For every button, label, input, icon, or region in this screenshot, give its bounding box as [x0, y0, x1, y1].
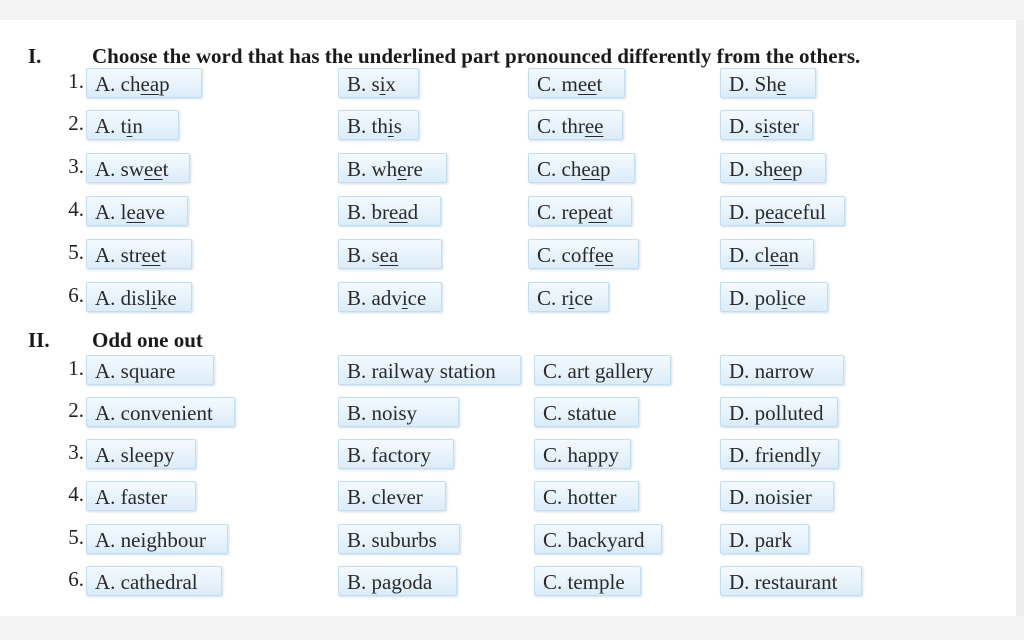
answer-option[interactable]: A. sleepy	[86, 439, 196, 469]
option-text: p	[159, 72, 170, 96]
option-text: t	[162, 157, 169, 181]
answer-option[interactable]: B. railway station	[338, 355, 521, 385]
option-text: t	[596, 72, 603, 96]
option-text: ce	[574, 286, 593, 310]
answer-option[interactable]	[86, 282, 192, 312]
answer-option[interactable]: D. park	[720, 524, 809, 554]
option-text: n	[788, 243, 799, 267]
answer-option[interactable]	[528, 110, 623, 140]
underlined-part: ee	[577, 72, 597, 96]
option-text: ce	[787, 286, 806, 310]
underlined-part: e	[397, 157, 407, 181]
option-text: A. t	[95, 114, 127, 138]
answer-option[interactable]: B. clever	[338, 481, 446, 511]
option-text: C. rep	[537, 200, 589, 224]
option-text: D. sh	[729, 157, 774, 181]
option-text: A. ch	[95, 72, 141, 96]
question-number: 5.	[68, 240, 84, 264]
answer-option[interactable]	[338, 239, 442, 269]
underlined-part: ea	[588, 200, 607, 224]
option-text: B. th	[347, 114, 388, 138]
option-text: x	[385, 72, 397, 96]
question-number: 2.	[68, 398, 84, 422]
answer-option[interactable]	[86, 110, 179, 140]
option-text: s	[393, 114, 402, 138]
answer-option[interactable]: A. square	[86, 355, 214, 385]
underlined-part: ea	[765, 200, 784, 224]
answer-option[interactable]	[720, 196, 845, 226]
option-text: D. cl	[729, 243, 770, 267]
option-text: D. p	[729, 200, 766, 224]
underlined-part: i	[401, 286, 408, 310]
option-text: ve	[145, 200, 165, 224]
option-text: C. coff	[537, 243, 595, 267]
option-text: d	[407, 200, 419, 224]
option-text: ceful	[783, 200, 826, 224]
underlined-part: ea	[389, 200, 408, 224]
answer-option[interactable]	[338, 196, 441, 226]
question-number: 4.	[68, 197, 84, 221]
underlined-part: ee	[144, 157, 163, 181]
answer-option[interactable]	[720, 68, 816, 98]
answer-option[interactable]	[338, 68, 419, 98]
answer-option[interactable]	[86, 196, 188, 226]
answer-option[interactable]	[338, 110, 419, 140]
answer-option[interactable]	[86, 68, 202, 98]
underlined-part: i	[781, 286, 788, 310]
answer-option[interactable]	[720, 282, 828, 312]
underlined-part: i	[568, 286, 575, 310]
underlined-part: i	[126, 114, 133, 138]
underlined-part: i	[762, 114, 769, 138]
underlined-part: i	[151, 286, 157, 310]
answer-option[interactable]	[528, 68, 625, 98]
question-number: 4.	[68, 482, 84, 506]
underlined-part: ea	[581, 157, 600, 181]
option-text: A. sw	[95, 157, 145, 181]
answer-option[interactable]	[86, 239, 192, 269]
answer-option[interactable]: C. happy	[534, 439, 631, 469]
worksheet-page	[0, 20, 1016, 616]
answer-option[interactable]	[720, 239, 814, 269]
answer-option[interactable]: D. restaurant	[720, 566, 862, 596]
answer-option[interactable]: B. noisy	[338, 397, 459, 427]
option-text: t	[606, 200, 613, 224]
answer-option[interactable]	[338, 153, 447, 183]
answer-option[interactable]: B. suburbs	[338, 524, 460, 554]
underlined-part: ea	[379, 243, 399, 267]
answer-option[interactable]: C. temple	[534, 566, 641, 596]
option-text: B. wh	[347, 157, 398, 181]
option-text: p	[599, 157, 611, 181]
option-text: C. thr	[537, 114, 585, 138]
option-text: C. m	[537, 72, 578, 96]
option-text: ster	[768, 114, 800, 138]
answer-option[interactable]: C. art gallery	[534, 355, 671, 385]
answer-option[interactable]	[720, 110, 813, 140]
option-text: C. r	[537, 286, 569, 310]
option-text: D. pol	[729, 286, 782, 310]
answer-option[interactable]: A. faster	[86, 481, 196, 511]
section-1-number: I.	[28, 44, 42, 68]
option-text: n	[132, 114, 143, 138]
section-2-number: II.	[28, 328, 50, 352]
answer-option[interactable]	[528, 282, 609, 312]
option-text: B. s	[347, 243, 380, 267]
question-number: 1.	[68, 69, 84, 93]
underlined-part: ee	[584, 114, 604, 138]
answer-option[interactable]: D. noisier	[720, 481, 834, 511]
underlined-part: ee	[594, 243, 614, 267]
answer-option[interactable]: A. cathedral	[86, 566, 222, 596]
answer-option[interactable]: A. convenient	[86, 397, 235, 427]
answer-option[interactable]: D. friendly	[720, 439, 839, 469]
answer-option[interactable]	[338, 282, 442, 312]
answer-option[interactable]: C. backyard	[534, 524, 662, 554]
answer-option[interactable]	[528, 153, 635, 183]
answer-option[interactable]	[528, 196, 632, 226]
underlined-part: ea	[140, 72, 160, 96]
underlined-part: i	[387, 114, 394, 138]
answer-option[interactable]: D. polluted	[720, 397, 838, 427]
question-number: 6.	[68, 283, 84, 307]
section-1-title: Choose the word that has the underlined part pronounced differently from the others.	[92, 44, 861, 68]
underlined-part: ee	[773, 157, 792, 181]
answer-option[interactable]: C. statue	[534, 397, 639, 427]
section-2-title: Odd one out	[92, 328, 203, 352]
option-text: D. Sh	[729, 72, 777, 96]
option-text: t	[160, 243, 167, 267]
underlined-part: ea	[769, 243, 789, 267]
option-text: D. s	[729, 114, 763, 138]
answer-option[interactable]: D. narrow	[720, 355, 844, 385]
underlined-part: ea	[126, 200, 146, 224]
answer-option[interactable]: A. neighbour	[86, 524, 228, 554]
option-text: A. disl	[95, 286, 152, 310]
option-text: A. l	[95, 200, 127, 224]
underlined-part: e	[776, 72, 787, 96]
option-text: re	[406, 157, 423, 181]
question-number: 3.	[68, 440, 84, 464]
option-text: A. str	[95, 243, 142, 267]
answer-option[interactable]	[528, 239, 639, 269]
question-number: 2.	[68, 111, 84, 135]
option-text: B. s	[347, 72, 380, 96]
question-number: 1.	[68, 356, 84, 380]
page-edge	[1016, 20, 1024, 616]
answer-option[interactable]: B. factory	[338, 439, 454, 469]
answer-option[interactable]	[86, 153, 190, 183]
question-number: 6.	[68, 567, 84, 591]
answer-option[interactable]: B. pagoda	[338, 566, 457, 596]
underlined-part: i	[379, 72, 386, 96]
answer-option[interactable]: C. hotter	[534, 481, 639, 511]
option-text: ce	[407, 286, 427, 310]
question-number: 5.	[68, 525, 84, 549]
underlined-part: ee	[141, 243, 161, 267]
option-text: ke	[156, 286, 177, 310]
answer-option[interactable]	[720, 153, 826, 183]
option-text: C. ch	[537, 157, 582, 181]
question-number: 3.	[68, 154, 84, 178]
option-text: B. adv	[347, 286, 402, 310]
option-text: p	[792, 157, 803, 181]
option-text: B. br	[347, 200, 389, 224]
